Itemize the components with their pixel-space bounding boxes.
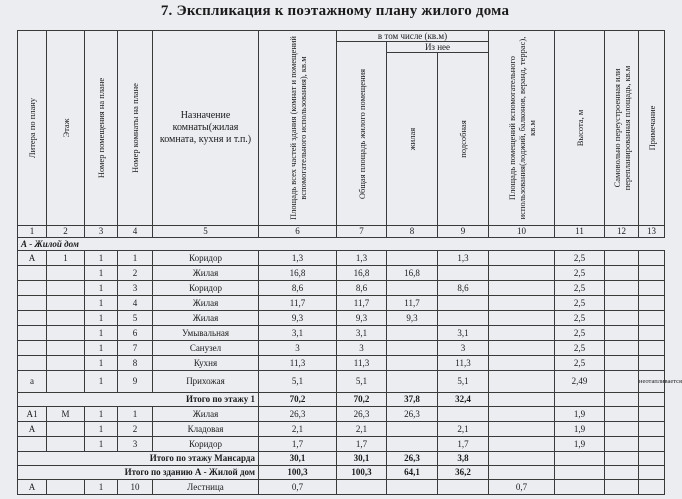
table-cell: 3 xyxy=(118,281,153,296)
table-cell: 8,6 xyxy=(259,281,337,296)
table-row xyxy=(18,326,665,341)
table-cell: А xyxy=(18,251,47,266)
section-title: А - Жилой дом xyxy=(18,238,665,251)
table-cell: 11,7 xyxy=(259,296,337,311)
table-cell: М xyxy=(47,407,85,422)
table-row xyxy=(18,266,665,281)
table-cell: 1 xyxy=(118,251,153,266)
table-cell xyxy=(47,437,85,452)
table-cell: 1 xyxy=(47,251,85,266)
empty-cell xyxy=(605,452,639,466)
table-cell xyxy=(47,296,85,311)
table-cell xyxy=(605,422,639,437)
table-cell: 2,5 xyxy=(555,296,605,311)
header-room-purpose: Назначение комнаты(жилая комната, кухня и т.п.) xyxy=(153,31,259,226)
table-row xyxy=(18,437,665,452)
table-cell: 2,5 xyxy=(555,251,605,266)
table-cell xyxy=(489,422,555,437)
table-cell: 1,7 xyxy=(438,437,489,452)
table-cell xyxy=(605,407,639,422)
table-cell xyxy=(47,311,85,326)
header-height: Высота, м xyxy=(555,31,605,226)
table-cell: 3 xyxy=(259,341,337,356)
table-cell: 16,8 xyxy=(337,266,387,281)
table-cell: 1 xyxy=(85,326,118,341)
table-cell: 1 xyxy=(85,281,118,296)
table-cell: 30,1 xyxy=(259,452,337,466)
empty-cell xyxy=(489,466,555,480)
table-cell: Санузел xyxy=(153,341,259,356)
table-row xyxy=(18,422,665,437)
table-cell: 8,6 xyxy=(438,281,489,296)
table-row xyxy=(18,251,665,266)
header-auxiliary-area: Площадь помещений вспомогательного использования(лоджий, балконов, веранд, террас), кв.м xyxy=(489,31,555,226)
empty-cell xyxy=(639,466,665,480)
header-unauthorized-area: Самовольно переустроенная или перепланированная площадь, кв.м xyxy=(605,31,639,226)
table-cell xyxy=(387,326,438,341)
table-cell: 1,9 xyxy=(555,407,605,422)
total-row xyxy=(18,452,665,466)
table-cell: 100,3 xyxy=(259,466,337,480)
table-cell xyxy=(387,422,438,437)
table-cell xyxy=(47,480,85,495)
column-number: 12 xyxy=(605,226,639,238)
table-cell: Жилая xyxy=(153,266,259,281)
table-cell xyxy=(18,281,47,296)
table-cell: 5,1 xyxy=(259,371,337,393)
total-row xyxy=(18,393,665,407)
table-cell xyxy=(639,356,665,371)
table-cell: 37,8 xyxy=(387,393,438,407)
table-cell xyxy=(47,341,85,356)
table-cell: 6 xyxy=(118,326,153,341)
table-cell xyxy=(387,437,438,452)
header-total-parts-area: Площадь всех частей здания (комнат и помещений вспомогательного использования), кв.м xyxy=(259,31,337,226)
table-cell: А xyxy=(18,422,47,437)
total-label: Итого по этажу Мансарда xyxy=(18,452,259,466)
header-total-living-premises: Общая площадь жилого помещения xyxy=(337,42,387,226)
section-row xyxy=(18,238,665,251)
table-cell: 1 xyxy=(85,341,118,356)
table-cell: 5 xyxy=(118,311,153,326)
table-cell: 1 xyxy=(85,371,118,393)
table-cell xyxy=(489,266,555,281)
table-cell: 11,7 xyxy=(387,296,438,311)
table-cell: 11,3 xyxy=(337,356,387,371)
table-cell: Жилая xyxy=(153,311,259,326)
header-room-number: Номер комнаты на плане xyxy=(118,31,153,226)
table-cell xyxy=(489,437,555,452)
table-cell xyxy=(639,422,665,437)
table-cell: 10 xyxy=(118,480,153,495)
table-cell: 11,3 xyxy=(438,356,489,371)
table-cell: неотапливается xyxy=(639,371,665,393)
table-cell xyxy=(438,407,489,422)
table-cell: 3,8 xyxy=(438,452,489,466)
table-cell xyxy=(387,341,438,356)
table-cell: 2,5 xyxy=(555,341,605,356)
table-cell xyxy=(639,407,665,422)
table-cell: 9,3 xyxy=(387,311,438,326)
table-cell: Кладовая xyxy=(153,422,259,437)
table-cell: 1,3 xyxy=(337,251,387,266)
table-cell xyxy=(605,251,639,266)
column-number: 8 xyxy=(387,226,438,238)
column-number: 1 xyxy=(18,226,47,238)
table-cell: 9 xyxy=(118,371,153,393)
table-cell xyxy=(605,480,639,495)
table-cell xyxy=(18,356,47,371)
table-cell: 26,3 xyxy=(337,407,387,422)
table-cell xyxy=(605,281,639,296)
table-cell xyxy=(47,266,85,281)
table-cell xyxy=(438,480,489,495)
table-cell xyxy=(387,371,438,393)
table-cell: 1,3 xyxy=(259,251,337,266)
table-row xyxy=(18,407,665,422)
table-cell xyxy=(555,480,605,495)
table-row xyxy=(18,356,665,371)
explication-table xyxy=(17,30,682,495)
table-cell: 1 xyxy=(85,251,118,266)
table-cell xyxy=(639,480,665,495)
header-floor: Этаж xyxy=(47,31,85,226)
table-cell: 1 xyxy=(85,296,118,311)
table-cell xyxy=(387,251,438,266)
total-label: Итого по этажу 1 xyxy=(18,393,259,407)
table-cell xyxy=(489,311,555,326)
table-cell xyxy=(489,281,555,296)
column-numbers-row xyxy=(18,226,665,238)
column-number: 7 xyxy=(337,226,387,238)
table-cell: 1 xyxy=(85,356,118,371)
table-row xyxy=(18,311,665,326)
table-cell: 2 xyxy=(118,266,153,281)
table-cell: 1 xyxy=(85,422,118,437)
empty-cell xyxy=(489,393,555,407)
empty-cell xyxy=(639,393,665,407)
table-cell: 2,5 xyxy=(555,266,605,281)
table-cell xyxy=(18,326,47,341)
column-number: 10 xyxy=(489,226,555,238)
table-cell: 64,1 xyxy=(387,466,438,480)
table-cell: 2,1 xyxy=(259,422,337,437)
table-row xyxy=(18,480,665,495)
header-living: жилая xyxy=(387,53,438,226)
table-cell: 3 xyxy=(337,341,387,356)
table-cell xyxy=(605,326,639,341)
table-cell: 1 xyxy=(85,266,118,281)
table-cell xyxy=(18,341,47,356)
table-cell xyxy=(489,326,555,341)
table-row xyxy=(18,371,665,393)
table-cell xyxy=(438,311,489,326)
table-cell xyxy=(47,326,85,341)
table-cell: Лестница xyxy=(153,480,259,495)
table-cell xyxy=(639,341,665,356)
table-cell xyxy=(337,480,387,495)
table-cell: 9,3 xyxy=(259,311,337,326)
table-cell: 2,1 xyxy=(438,422,489,437)
table-cell: А1 xyxy=(18,407,47,422)
empty-cell xyxy=(555,466,605,480)
table-row xyxy=(18,281,665,296)
table-cell: Коридор xyxy=(153,281,259,296)
table-cell: 2,5 xyxy=(555,311,605,326)
table-cell: 70,2 xyxy=(259,393,337,407)
table-cell: 30,1 xyxy=(337,452,387,466)
total-row xyxy=(18,466,665,480)
column-number: 6 xyxy=(259,226,337,238)
table-cell: 1,3 xyxy=(438,251,489,266)
table-cell: 100,3 xyxy=(337,466,387,480)
table-cell xyxy=(639,296,665,311)
table-cell xyxy=(605,356,639,371)
table-cell: 1 xyxy=(85,480,118,495)
table-cell: 2 xyxy=(118,422,153,437)
column-number: 9 xyxy=(438,226,489,238)
table-cell: 3 xyxy=(118,437,153,452)
table-body xyxy=(18,226,682,495)
table-cell: 2,5 xyxy=(555,356,605,371)
table-cell: 0,7 xyxy=(489,480,555,495)
table-cell xyxy=(489,407,555,422)
table-cell xyxy=(639,311,665,326)
empty-cell xyxy=(555,393,605,407)
table-cell xyxy=(47,281,85,296)
table-cell xyxy=(387,281,438,296)
header-litera: Литера по плану xyxy=(18,31,47,226)
table-cell: 2,5 xyxy=(555,281,605,296)
table-cell: 1,7 xyxy=(259,437,337,452)
empty-cell xyxy=(639,452,665,466)
table-cell xyxy=(47,422,85,437)
header-of-which: Из нее xyxy=(387,42,489,53)
column-number: 3 xyxy=(85,226,118,238)
table-cell xyxy=(605,296,639,311)
table-cell: 26,3 xyxy=(259,407,337,422)
table-cell: А xyxy=(18,480,47,495)
table-cell: Жилая xyxy=(153,296,259,311)
total-label: Итого по зданию А - Жилой дом xyxy=(18,466,259,480)
table-cell: 1 xyxy=(85,407,118,422)
table-cell xyxy=(489,251,555,266)
table-cell: 11,7 xyxy=(337,296,387,311)
table-cell: 3,1 xyxy=(259,326,337,341)
table-cell xyxy=(605,371,639,393)
table-cell: 9,3 xyxy=(337,311,387,326)
table-cell: Коридор xyxy=(153,251,259,266)
table-cell xyxy=(18,437,47,452)
table-cell: 1,9 xyxy=(555,422,605,437)
table-cell: Умывальная xyxy=(153,326,259,341)
table-cell: 36,2 xyxy=(438,466,489,480)
table-cell: 1 xyxy=(85,437,118,452)
table-cell xyxy=(18,266,47,281)
table-cell: Коридор xyxy=(153,437,259,452)
header-premises-number: Номер помещения на плане xyxy=(85,31,118,226)
table-cell xyxy=(605,341,639,356)
table-cell: 8,6 xyxy=(337,281,387,296)
header-utility: подсобная xyxy=(438,53,489,226)
table-row xyxy=(18,296,665,311)
table-cell: 1 xyxy=(118,407,153,422)
header-note: Примечание xyxy=(639,31,665,226)
table-cell xyxy=(639,266,665,281)
table-cell xyxy=(438,266,489,281)
table-cell: Жилая xyxy=(153,407,259,422)
table-cell: 1,9 xyxy=(555,437,605,452)
header-including-group: в том числе (кв.м) xyxy=(337,31,489,42)
column-number: 2 xyxy=(47,226,85,238)
table-cell: 11,3 xyxy=(259,356,337,371)
table-cell: Прихожая xyxy=(153,371,259,393)
column-number: 5 xyxy=(153,226,259,238)
table-cell xyxy=(18,296,47,311)
table-row xyxy=(18,341,665,356)
table-cell xyxy=(387,356,438,371)
table-cell: 2,49 xyxy=(555,371,605,393)
table-cell: 3,1 xyxy=(438,326,489,341)
table-cell xyxy=(18,311,47,326)
column-number: 4 xyxy=(118,226,153,238)
table-cell: 7 xyxy=(118,341,153,356)
table-cell xyxy=(639,437,665,452)
table-cell: 4 xyxy=(118,296,153,311)
table-cell xyxy=(639,251,665,266)
table-cell: 0,7 xyxy=(259,480,337,495)
table-cell: 1 xyxy=(85,311,118,326)
table-cell: 70,2 xyxy=(337,393,387,407)
table-cell: 2,1 xyxy=(337,422,387,437)
table-cell: Кухня xyxy=(153,356,259,371)
empty-cell xyxy=(605,466,639,480)
table-cell xyxy=(489,356,555,371)
table-cell xyxy=(605,266,639,281)
table-cell xyxy=(387,480,438,495)
table-cell xyxy=(489,341,555,356)
table-cell xyxy=(639,326,665,341)
table-cell: 2,5 xyxy=(555,326,605,341)
empty-cell xyxy=(489,452,555,466)
table-cell: а xyxy=(18,371,47,393)
document-title: 7. Экспликация к поэтажному плану жилого дома xyxy=(160,3,510,19)
table-cell: 26,3 xyxy=(387,452,438,466)
table-cell xyxy=(47,356,85,371)
table-cell: 1,7 xyxy=(337,437,387,452)
table-cell xyxy=(47,371,85,393)
column-number: 11 xyxy=(555,226,605,238)
column-number: 13 xyxy=(639,226,665,238)
table-cell xyxy=(438,296,489,311)
table-cell: 26,3 xyxy=(387,407,438,422)
empty-cell xyxy=(605,393,639,407)
table-cell xyxy=(639,281,665,296)
table-cell: 16,8 xyxy=(387,266,438,281)
table-cell: 32,4 xyxy=(438,393,489,407)
table-cell xyxy=(489,296,555,311)
empty-cell xyxy=(555,452,605,466)
table-cell: 3 xyxy=(438,341,489,356)
table-cell: 8 xyxy=(118,356,153,371)
table-cell: 5,1 xyxy=(438,371,489,393)
table-cell xyxy=(605,437,639,452)
table-cell: 3,1 xyxy=(337,326,387,341)
table-cell: 16,8 xyxy=(259,266,337,281)
table-cell xyxy=(489,371,555,393)
table-cell xyxy=(605,311,639,326)
table-cell: 5,1 xyxy=(337,371,387,393)
